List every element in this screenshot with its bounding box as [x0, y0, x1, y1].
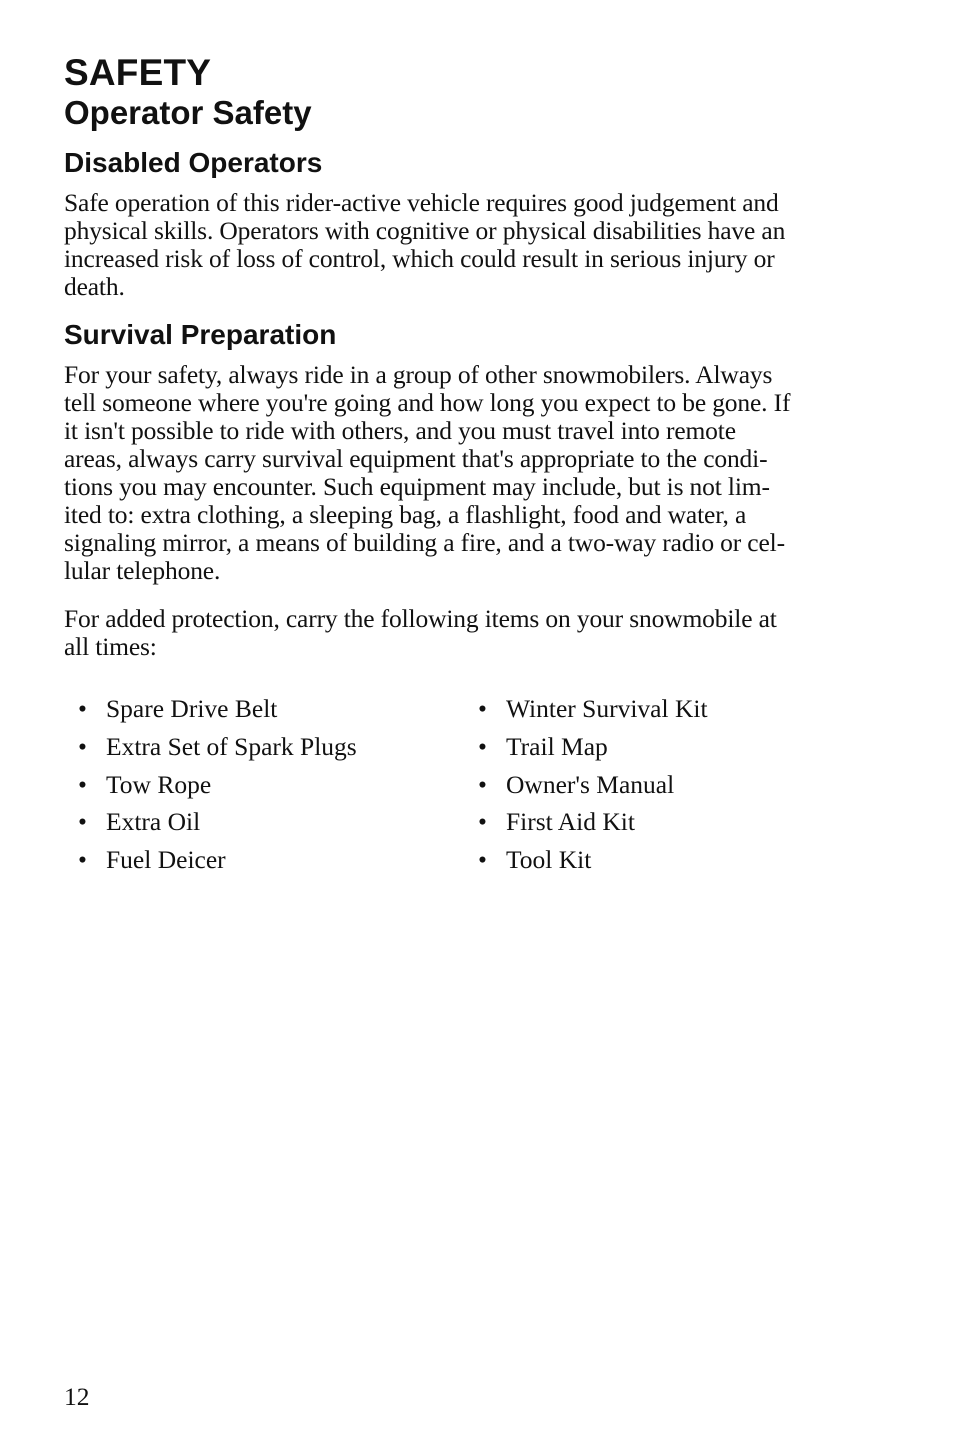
list-item — [464, 771, 864, 809]
list-item-label: Extra Oil — [106, 807, 201, 837]
paragraph-line: all times: — [64, 632, 157, 661]
bullet-icon: • — [478, 769, 487, 799]
bullet-icon: • — [478, 807, 487, 837]
bullet-icon: • — [478, 694, 487, 723]
paragraph-line: signaling mirror, a means of building a fire, and a two-way radio or cel- — [64, 528, 785, 557]
bullet-icon: • — [78, 807, 87, 837]
page-number: 12 — [64, 1382, 90, 1411]
list-item — [464, 695, 864, 733]
paragraph-line: tell someone where you're going and how long you expect to be gone. If — [64, 388, 791, 417]
paragraph-line: For your safety, always ride in a group of other snowmobilers. Always — [64, 360, 773, 389]
list-item — [64, 733, 464, 771]
paragraph-line: tions you may encounter. Such equipment may include, but is not lim- — [64, 472, 770, 501]
paragraph-line: For added protection, carry the following items on your snowmobile at — [64, 604, 777, 633]
paragraph-line: ited to: extra clothing, a sleeping bag, a flashlight, food and water, a — [64, 500, 747, 529]
section-title: SAFETY — [64, 52, 212, 93]
bullet-icon: • — [478, 731, 487, 761]
paragraph-line: Safe operation of this rider-active vehicle requires good judgement and — [64, 188, 779, 217]
list-item-label: Trail Map — [506, 731, 608, 761]
paragraph-line: death. — [64, 272, 125, 301]
added-protection-paragraph — [64, 605, 864, 661]
survival-preparation-heading: Survival Preparation — [64, 319, 337, 350]
list-item-label: Owner's Manual — [506, 769, 675, 799]
list-item-label: Winter Survival Kit — [506, 694, 708, 723]
list-item — [464, 846, 864, 884]
list-item-label: Tow Rope — [106, 769, 212, 799]
paragraph-line: physical skills. Operators with cognitive or physical disabilities have an — [64, 216, 786, 245]
paragraph-line: it isn't possible to ride with others, and you must travel into remote — [64, 416, 736, 445]
list-item-label: Extra Set of Spark Plugs — [106, 731, 357, 761]
list-item — [64, 695, 464, 733]
manual-page — [64, 52, 864, 884]
list-item — [64, 808, 464, 846]
list-item-label: Tool Kit — [506, 845, 592, 875]
paragraph-line: increased risk of loss of control, which could result in serious injury or — [64, 244, 775, 273]
list-item — [464, 808, 864, 846]
list-item-label: Spare Drive Belt — [106, 694, 278, 723]
bullet-icon: • — [478, 845, 487, 875]
items-list-left-column — [64, 695, 464, 884]
disabled-operators-heading: Disabled Operators — [64, 147, 323, 178]
list-item-label: Fuel Deicer — [106, 845, 226, 875]
list-item-label: First Aid Kit — [506, 807, 635, 837]
items-list — [64, 695, 864, 884]
disabled-operators-paragraph — [64, 189, 864, 301]
survival-preparation-paragraph — [64, 361, 864, 585]
page-title: Operator Safety — [64, 94, 312, 131]
items-list-right-column — [464, 695, 864, 884]
bullet-icon: • — [78, 845, 87, 875]
bullet-icon: • — [78, 731, 87, 761]
list-item — [64, 771, 464, 809]
paragraph-line: lular telephone. — [64, 556, 221, 585]
list-item — [64, 846, 464, 884]
list-item — [464, 733, 864, 771]
bullet-icon: • — [78, 694, 87, 723]
bullet-icon: • — [78, 769, 87, 799]
paragraph-line: areas, always carry survival equipment that's appropriate to the condi- — [64, 444, 768, 473]
